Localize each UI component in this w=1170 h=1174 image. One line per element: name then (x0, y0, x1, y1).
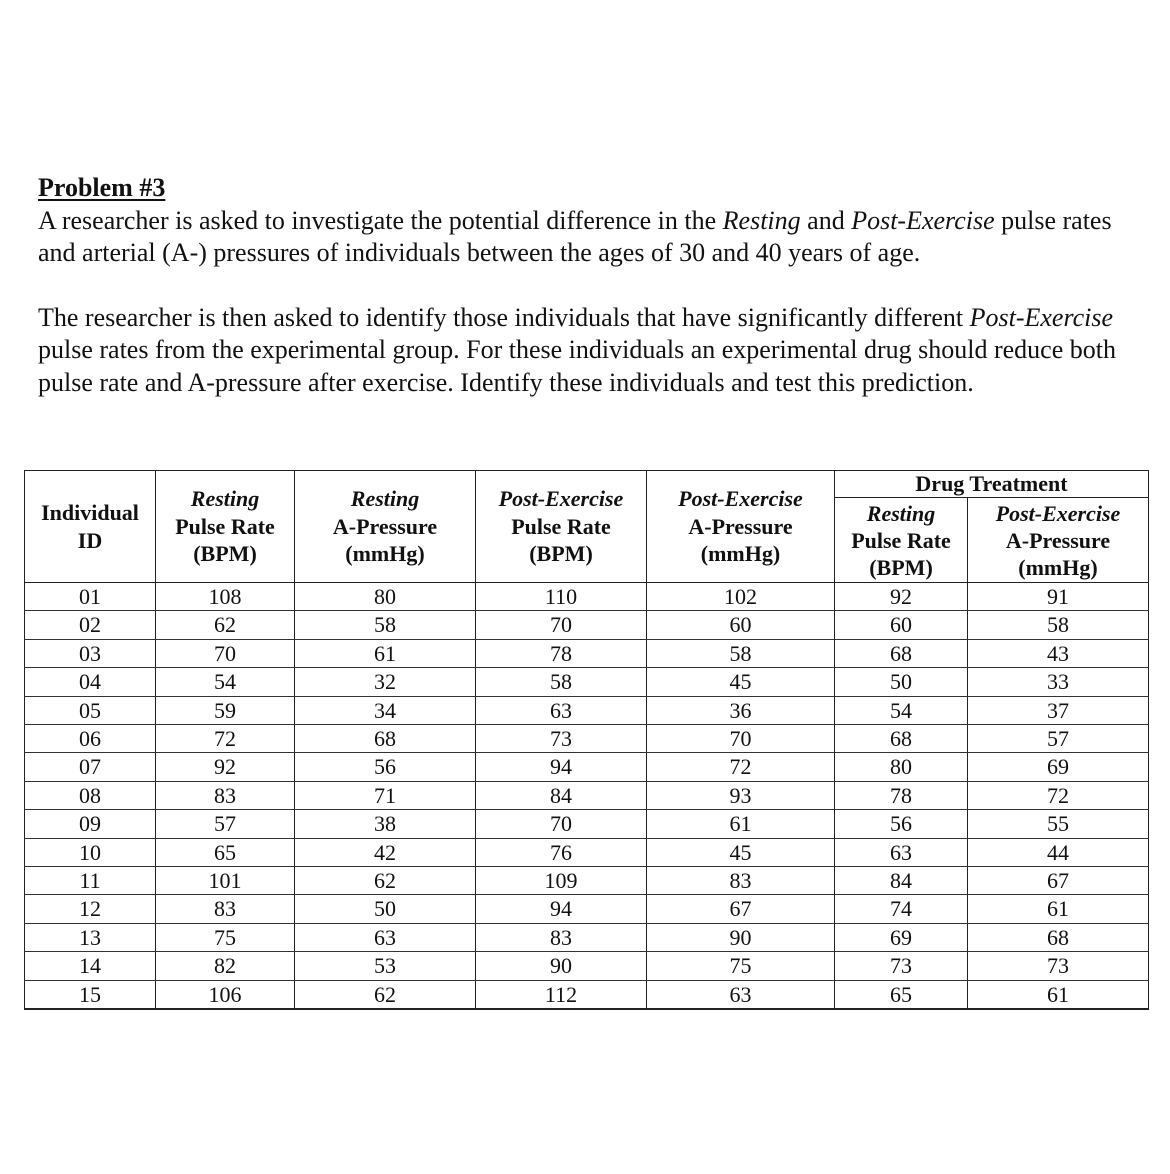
cell-id: 09 (25, 810, 156, 838)
header-post-pulse-line-2: (BPM) (529, 541, 593, 567)
cell-post-pressure: 93 (647, 781, 835, 809)
table-row (25, 923, 1149, 951)
cell-resting-pressure: 63 (295, 923, 476, 951)
header-drug-treatment: Drug Treatment (835, 471, 1149, 498)
table-row (25, 952, 1149, 980)
cell-id: 14 (25, 952, 156, 980)
p1-italic-post-exercise: Post-Exercise (851, 205, 995, 235)
p2-text-2: pulse rates from the experimental group. For these individuals an experimental drug should reduce both pulse rate and A-pressure after exercise. Identify these individuals and test this prediction. (38, 335, 1116, 397)
cell-id: 07 (25, 753, 156, 781)
table-row (25, 838, 1149, 866)
cell-resting-pulse: 82 (156, 952, 295, 980)
cell-post-pulse: 110 (476, 583, 647, 611)
cell-drug-resting-pulse: 54 (835, 696, 968, 724)
header-post-pressure (647, 471, 835, 583)
cell-post-pulse: 84 (476, 781, 647, 809)
problem-title: Problem #3 (38, 173, 166, 202)
cell-drug-resting-pulse: 50 (835, 668, 968, 696)
cell-drug-resting-pulse: 92 (835, 583, 968, 611)
cell-resting-pressure: 34 (295, 696, 476, 724)
p1-text-2: and (800, 205, 852, 235)
table-row (25, 753, 1149, 781)
cell-resting-pressure: 62 (295, 867, 476, 895)
cell-drug-post-pressure: 68 (968, 923, 1149, 951)
cell-post-pressure: 90 (647, 923, 835, 951)
cell-id: 06 (25, 725, 156, 753)
cell-drug-post-pressure: 67 (968, 867, 1149, 895)
p2-italic-post-exercise: Post-Exercise (969, 302, 1114, 332)
cell-drug-resting-pulse: 68 (835, 639, 968, 667)
cell-drug-post-pressure: 58 (968, 611, 1149, 639)
data-table (24, 470, 1149, 1010)
header-id-line-2: ID (77, 527, 103, 553)
cell-post-pulse: 63 (476, 696, 647, 724)
header-post-pressure-italic: Post-Exercise (678, 486, 803, 512)
table-row (25, 668, 1149, 696)
table-row (25, 810, 1149, 838)
cell-post-pressure: 72 (647, 753, 835, 781)
header-resting-pressure (295, 471, 476, 583)
cell-drug-post-pressure: 69 (968, 753, 1149, 781)
cell-id: 15 (25, 980, 156, 1009)
cell-resting-pressure: 61 (295, 639, 476, 667)
cell-id: 13 (25, 923, 156, 951)
problem-section (38, 172, 1148, 399)
cell-post-pulse: 109 (476, 867, 647, 895)
cell-drug-post-pressure: 33 (968, 668, 1149, 696)
header-post-pulse-italic: Post-Exercise (498, 486, 624, 512)
table-row (25, 725, 1149, 753)
header-drug-post-pressure-line-1: A-Pressure (1005, 527, 1111, 553)
header-resting-pulse-line-2: (BPM) (193, 541, 257, 567)
header-drug-post-pressure-italic: Post-Exercise (995, 500, 1121, 526)
header-drug-resting-pulse-italic: Resting (866, 500, 936, 526)
p2-text-1: The researcher is then asked to identify those individuals that have significantly different (38, 302, 970, 332)
cell-resting-pulse: 59 (156, 696, 295, 724)
cell-resting-pressure: 50 (295, 895, 476, 923)
table-body (25, 583, 1149, 1010)
header-resting-pressure-italic: Resting (350, 486, 420, 512)
cell-resting-pulse: 57 (156, 810, 295, 838)
cell-post-pressure: 67 (647, 895, 835, 923)
cell-resting-pressure: 68 (295, 725, 476, 753)
header-drug-post-pressure (968, 498, 1149, 583)
cell-id: 12 (25, 895, 156, 923)
header-resting-pressure-line-1: A-Pressure (332, 513, 438, 539)
cell-drug-post-pressure: 91 (968, 583, 1149, 611)
cell-resting-pulse: 83 (156, 781, 295, 809)
cell-resting-pulse: 54 (156, 668, 295, 696)
cell-drug-resting-pulse: 68 (835, 725, 968, 753)
cell-post-pulse: 94 (476, 753, 647, 781)
cell-post-pulse: 58 (476, 668, 647, 696)
cell-id: 04 (25, 668, 156, 696)
cell-drug-resting-pulse: 73 (835, 952, 968, 980)
header-resting-pulse-italic: Resting (190, 486, 260, 512)
cell-drug-resting-pulse: 56 (835, 810, 968, 838)
cell-resting-pressure: 38 (295, 810, 476, 838)
p1-text-3: pulse rates and arterial (A-) pressures of individuals between the ages of 30 and 40 years of age. (38, 205, 1112, 267)
cell-resting-pressure: 53 (295, 952, 476, 980)
cell-resting-pulse: 65 (156, 838, 295, 866)
cell-drug-resting-pulse: 69 (835, 923, 968, 951)
cell-drug-resting-pulse: 78 (835, 781, 968, 809)
header-drug-resting-pulse (835, 498, 968, 583)
header-id-line-1: Individual (41, 500, 139, 525)
cell-post-pressure: 58 (647, 639, 835, 667)
problem-paragraph-1 (38, 205, 1148, 270)
cell-post-pressure: 60 (647, 611, 835, 639)
cell-drug-post-pressure: 61 (968, 895, 1149, 923)
cell-post-pressure: 102 (647, 583, 835, 611)
cell-id: 02 (25, 611, 156, 639)
cell-drug-post-pressure: 57 (968, 725, 1149, 753)
cell-post-pulse: 112 (476, 980, 647, 1009)
table-row (25, 980, 1149, 1009)
cell-resting-pulse: 62 (156, 611, 295, 639)
cell-post-pulse: 83 (476, 923, 647, 951)
cell-resting-pulse: 83 (156, 895, 295, 923)
cell-resting-pressure: 56 (295, 753, 476, 781)
cell-post-pulse: 78 (476, 639, 647, 667)
table-row (25, 781, 1149, 809)
cell-resting-pulse: 75 (156, 923, 295, 951)
cell-drug-resting-pulse: 74 (835, 895, 968, 923)
cell-drug-resting-pulse: 84 (835, 867, 968, 895)
cell-post-pressure: 61 (647, 810, 835, 838)
cell-id: 11 (25, 867, 156, 895)
cell-post-pulse: 94 (476, 895, 647, 923)
table-row (25, 583, 1149, 611)
cell-post-pressure: 63 (647, 980, 835, 1009)
cell-post-pulse: 90 (476, 952, 647, 980)
cell-drug-post-pressure: 43 (968, 639, 1149, 667)
cell-post-pressure: 70 (647, 725, 835, 753)
header-post-pressure-line-2: (mmHg) (700, 541, 781, 567)
cell-drug-post-pressure: 72 (968, 781, 1149, 809)
cell-post-pressure: 36 (647, 696, 835, 724)
cell-resting-pulse: 106 (156, 980, 295, 1009)
header-drug-post-pressure-line-2: (mmHg) (1018, 554, 1098, 580)
header-post-pulse-line-1: Pulse Rate (511, 513, 611, 539)
cell-resting-pressure: 42 (295, 838, 476, 866)
cell-resting-pulse: 72 (156, 725, 295, 753)
problem-paragraph-2 (38, 302, 1148, 400)
table-row (25, 611, 1149, 639)
cell-drug-post-pressure: 37 (968, 696, 1149, 724)
header-drug-resting-pulse-line-2: (BPM) (869, 554, 933, 580)
header-drug-resting-pulse-line-1: Pulse Rate (851, 527, 951, 553)
cell-resting-pressure: 62 (295, 980, 476, 1009)
cell-id: 10 (25, 838, 156, 866)
p1-italic-resting: Resting (722, 205, 801, 235)
header-resting-pulse-line-1: Pulse Rate (175, 513, 275, 539)
header-resting-pulse (156, 471, 295, 583)
cell-id: 03 (25, 639, 156, 667)
cell-post-pulse: 70 (476, 810, 647, 838)
cell-resting-pulse: 92 (156, 753, 295, 781)
header-resting-pressure-line-2: (mmHg) (345, 541, 425, 567)
table-row (25, 696, 1149, 724)
cell-post-pulse: 70 (476, 611, 647, 639)
cell-id: 01 (25, 583, 156, 611)
cell-id: 08 (25, 781, 156, 809)
cell-drug-resting-pulse: 65 (835, 980, 968, 1009)
cell-drug-resting-pulse: 60 (835, 611, 968, 639)
cell-drug-post-pressure: 44 (968, 838, 1149, 866)
cell-resting-pressure: 32 (295, 668, 476, 696)
cell-resting-pressure: 71 (295, 781, 476, 809)
cell-post-pressure: 83 (647, 867, 835, 895)
cell-resting-pressure: 58 (295, 611, 476, 639)
cell-resting-pulse: 101 (156, 867, 295, 895)
table-row (25, 895, 1149, 923)
header-individual-id (25, 471, 156, 583)
p1-text-1: A researcher is asked to investigate the potential difference in the (38, 205, 723, 235)
cell-resting-pulse: 70 (156, 639, 295, 667)
table-row (25, 639, 1149, 667)
header-post-pressure-line-1: A-Pressure (688, 513, 793, 539)
cell-post-pressure: 45 (647, 668, 835, 696)
cell-drug-post-pressure: 55 (968, 810, 1149, 838)
cell-resting-pressure: 80 (295, 583, 476, 611)
cell-drug-resting-pulse: 63 (835, 838, 968, 866)
cell-post-pulse: 73 (476, 725, 647, 753)
cell-drug-resting-pulse: 80 (835, 753, 968, 781)
cell-post-pulse: 76 (476, 838, 647, 866)
table-row (25, 867, 1149, 895)
cell-id: 05 (25, 696, 156, 724)
cell-post-pressure: 75 (647, 952, 835, 980)
cell-drug-post-pressure: 61 (968, 980, 1149, 1009)
cell-post-pressure: 45 (647, 838, 835, 866)
cell-resting-pulse: 108 (156, 583, 295, 611)
header-post-pulse (476, 471, 647, 583)
cell-drug-post-pressure: 73 (968, 952, 1149, 980)
